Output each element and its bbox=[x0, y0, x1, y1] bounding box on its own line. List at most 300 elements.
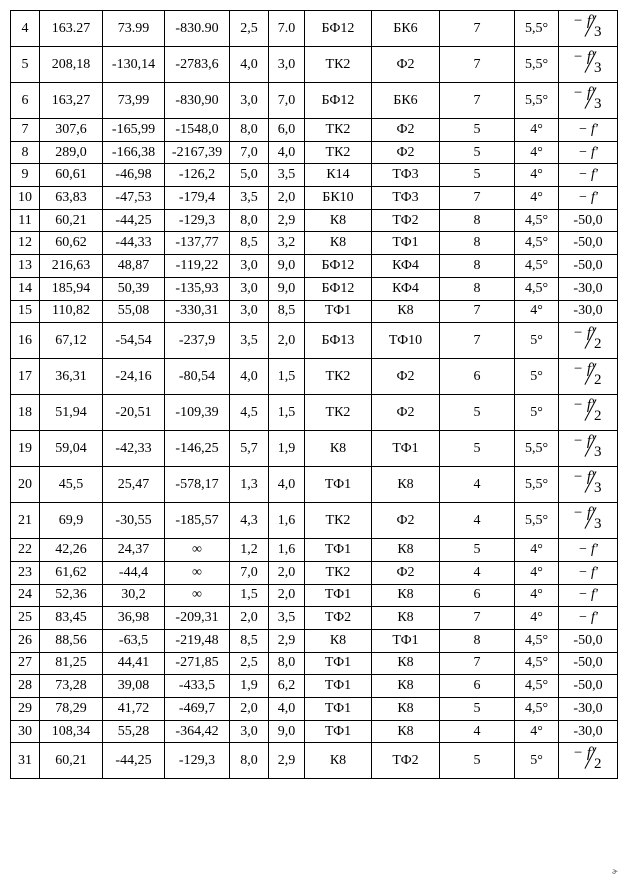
cell-n bbox=[11, 209, 40, 232]
cell-angle bbox=[515, 503, 559, 539]
cell-text: 6,0 bbox=[277, 121, 296, 137]
cell-glass1 bbox=[305, 209, 372, 232]
cell-text: 1,6 bbox=[277, 542, 296, 558]
cell-r1 bbox=[40, 431, 103, 467]
table-row bbox=[11, 467, 618, 503]
cell-text: 6 bbox=[21, 92, 29, 108]
cell-text: 20 bbox=[18, 476, 32, 492]
cell-d2 bbox=[269, 395, 305, 431]
cell-glass1 bbox=[305, 675, 372, 698]
table-row bbox=[11, 300, 618, 323]
cell-glass1 bbox=[305, 300, 372, 323]
cell-d2 bbox=[269, 232, 305, 255]
cell-text: 3,0 bbox=[240, 257, 258, 273]
cell-d2 bbox=[269, 607, 305, 630]
cell-text: ТК2 bbox=[325, 121, 351, 137]
cell-d1 bbox=[230, 232, 269, 255]
cell-text: 81,25 bbox=[55, 655, 87, 671]
cell-glass2 bbox=[372, 720, 440, 743]
cell-glass1 bbox=[305, 467, 372, 503]
table-row bbox=[11, 503, 618, 539]
cell-d2 bbox=[269, 359, 305, 395]
cell-f bbox=[559, 629, 618, 652]
cell-text: 8 bbox=[473, 212, 481, 228]
table-row bbox=[11, 119, 618, 142]
cell-text: -30,0 bbox=[573, 723, 603, 739]
cell-angle bbox=[515, 629, 559, 652]
cell-text: БФ12 bbox=[321, 92, 355, 108]
cell-text: 1,9 bbox=[240, 678, 258, 694]
cell-text: К8 bbox=[397, 700, 414, 716]
cell-text: -146,25 bbox=[175, 440, 219, 456]
cell-text: -24,16 bbox=[115, 368, 152, 384]
cell-angle bbox=[515, 539, 559, 562]
cell-text: 8 bbox=[473, 235, 481, 251]
cell-r3 bbox=[165, 359, 230, 395]
fraction-numerator: − f' bbox=[573, 13, 595, 29]
cell-r2 bbox=[103, 359, 165, 395]
cell-text: -50,0 bbox=[573, 655, 603, 671]
fraction-denominator: 2 bbox=[594, 336, 602, 353]
cell-text: 289,0 bbox=[55, 144, 87, 160]
cell-text: -129,3 bbox=[178, 212, 216, 228]
cell-glass1 bbox=[305, 720, 372, 743]
cell-r3 bbox=[165, 698, 230, 721]
cell-text: 16 bbox=[18, 332, 32, 348]
cell-text: 36,98 bbox=[117, 610, 150, 626]
cell-text: БФ12 bbox=[321, 257, 355, 273]
cell-text: 2,9 bbox=[277, 752, 296, 768]
cell-glass1 bbox=[305, 743, 372, 779]
cell-d1 bbox=[230, 652, 269, 675]
cell-glass2 bbox=[372, 11, 440, 47]
cell-grade bbox=[440, 698, 515, 721]
cell-n bbox=[11, 652, 40, 675]
cell-f bbox=[559, 698, 618, 721]
cell-text: 60,21 bbox=[55, 212, 87, 228]
cell-n bbox=[11, 164, 40, 187]
cell-text: -50,0 bbox=[573, 632, 603, 648]
cell-text: К8 bbox=[329, 752, 347, 768]
cell-r2 bbox=[103, 720, 165, 743]
cell-r1 bbox=[40, 164, 103, 187]
cell-text: -209,31 bbox=[175, 610, 219, 626]
cell-n bbox=[11, 675, 40, 698]
fraction-denominator: 3 bbox=[594, 480, 602, 497]
cell-glass2 bbox=[372, 698, 440, 721]
cell-grade bbox=[440, 83, 515, 119]
cell-text: − f' bbox=[578, 587, 598, 603]
cell-text: 41,72 bbox=[117, 700, 150, 716]
cell-text: 4,5° bbox=[524, 280, 549, 296]
cell-text: ТФ1 bbox=[324, 723, 352, 739]
cell-text: 4,0 bbox=[240, 368, 258, 384]
cell-r2 bbox=[103, 431, 165, 467]
cell-text: 8 bbox=[21, 144, 29, 160]
cell-text: К8 bbox=[397, 610, 414, 626]
cell-r3 bbox=[165, 743, 230, 779]
cell-text: -135,93 bbox=[175, 280, 219, 296]
cell-angle bbox=[515, 652, 559, 675]
cell-d2 bbox=[269, 187, 305, 210]
cell-r2 bbox=[103, 119, 165, 142]
cell-text: БФ12 bbox=[321, 280, 355, 296]
cell-r2 bbox=[103, 561, 165, 584]
cell-angle bbox=[515, 83, 559, 119]
table-row bbox=[11, 561, 618, 584]
cell-f bbox=[559, 584, 618, 607]
cell-angle bbox=[515, 255, 559, 278]
cell-d1 bbox=[230, 584, 269, 607]
cell-f bbox=[559, 119, 618, 142]
fraction-denominator: 3 bbox=[594, 516, 602, 533]
cell-text: 5,5° bbox=[524, 440, 549, 456]
cell-text: 2,5 bbox=[240, 20, 258, 36]
cell-d2 bbox=[269, 720, 305, 743]
cell-text: 60,61 bbox=[55, 167, 87, 183]
cell-text: 5° bbox=[530, 332, 543, 348]
cell-text: 42,26 bbox=[55, 542, 87, 558]
fraction bbox=[571, 467, 605, 497]
cell-r3 bbox=[165, 503, 230, 539]
cell-r3 bbox=[165, 584, 230, 607]
cell-glass1 bbox=[305, 607, 372, 630]
cell-n bbox=[11, 503, 40, 539]
cell-text: -50,0 bbox=[573, 257, 603, 273]
cell-glass1 bbox=[305, 255, 372, 278]
cell-grade bbox=[440, 467, 515, 503]
cell-text: 1,5 bbox=[277, 368, 296, 384]
cell-text: -237,9 bbox=[178, 332, 216, 348]
fraction bbox=[571, 323, 605, 353]
cell-r2 bbox=[103, 743, 165, 779]
table-row bbox=[11, 141, 618, 164]
table-row bbox=[11, 187, 618, 210]
cell-d1 bbox=[230, 561, 269, 584]
cell-f bbox=[559, 277, 618, 300]
cell-text: 4,0 bbox=[277, 144, 296, 160]
cell-text: -271,85 bbox=[175, 655, 219, 671]
cell-glass1 bbox=[305, 629, 372, 652]
cell-text: -830,90 bbox=[175, 92, 219, 108]
cell-glass2 bbox=[372, 539, 440, 562]
cell-text: ТК2 bbox=[325, 564, 351, 580]
cell-r3 bbox=[165, 539, 230, 562]
cell-grade bbox=[440, 232, 515, 255]
cell-text: 67,12 bbox=[55, 332, 87, 348]
fraction-numerator: − f' bbox=[573, 745, 595, 762]
cell-text: 8,0 bbox=[277, 655, 296, 671]
cell-text: 3,5 bbox=[240, 189, 258, 205]
cell-text: 2,0 bbox=[277, 564, 296, 580]
cell-angle bbox=[515, 698, 559, 721]
cell-f bbox=[559, 47, 618, 83]
cell-angle bbox=[515, 561, 559, 584]
cell-text: К8 bbox=[397, 655, 414, 671]
cell-f bbox=[559, 141, 618, 164]
cell-angle bbox=[515, 431, 559, 467]
cell-text: -46,98 bbox=[115, 167, 152, 183]
cell-text: ТФ1 bbox=[392, 632, 419, 648]
cell-text: 7 bbox=[473, 20, 481, 36]
cell-glass2 bbox=[372, 395, 440, 431]
cell-f bbox=[559, 359, 618, 395]
cell-n bbox=[11, 11, 40, 47]
cell-r3 bbox=[165, 11, 230, 47]
cell-text: 5,5° bbox=[524, 92, 549, 108]
fraction bbox=[571, 431, 605, 461]
fraction-numerator: − f' bbox=[573, 397, 595, 414]
cell-text: 83,45 bbox=[55, 610, 87, 626]
cell-glass2 bbox=[372, 323, 440, 359]
cell-glass1 bbox=[305, 277, 372, 300]
cell-text: -30,0 bbox=[573, 280, 603, 296]
cell-text: Ф2 bbox=[396, 404, 415, 420]
cell-glass2 bbox=[372, 561, 440, 584]
cell-text: К8 bbox=[329, 440, 347, 456]
cell-text: 51,94 bbox=[55, 404, 87, 420]
cell-d2 bbox=[269, 652, 305, 675]
cell-grade bbox=[440, 720, 515, 743]
cell-r1 bbox=[40, 743, 103, 779]
cell-r2 bbox=[103, 164, 165, 187]
cell-f bbox=[559, 503, 618, 539]
fraction-numerator: − f' bbox=[573, 505, 595, 522]
table-row bbox=[11, 209, 618, 232]
fraction bbox=[571, 11, 605, 41]
cell-r3 bbox=[165, 277, 230, 300]
cell-n bbox=[11, 277, 40, 300]
cell-n bbox=[11, 743, 40, 779]
cell-d2 bbox=[269, 431, 305, 467]
cell-text: 6 bbox=[473, 678, 481, 694]
cell-text: -109,39 bbox=[175, 404, 219, 420]
cell-d2 bbox=[269, 164, 305, 187]
cell-text: 48,87 bbox=[117, 257, 150, 273]
cell-text: -42,33 bbox=[115, 440, 152, 456]
cell-text: 4° bbox=[530, 144, 543, 160]
cell-n bbox=[11, 359, 40, 395]
cell-text: 4 bbox=[473, 476, 481, 492]
fraction-numerator: − f' bbox=[573, 469, 595, 486]
cell-f bbox=[559, 300, 618, 323]
cell-text: БК6 bbox=[393, 20, 418, 36]
cell-text: 163.27 bbox=[51, 20, 91, 36]
cell-text: 2,9 bbox=[277, 632, 296, 648]
cell-d2 bbox=[269, 141, 305, 164]
cell-r2 bbox=[103, 209, 165, 232]
cell-text: 4,5° bbox=[524, 632, 549, 648]
cell-r1 bbox=[40, 395, 103, 431]
cell-text: ТФ1 bbox=[324, 700, 352, 716]
cell-text: 3,0 bbox=[240, 92, 258, 108]
cell-glass1 bbox=[305, 584, 372, 607]
cell-text: 4,0 bbox=[240, 56, 258, 72]
cell-text: Ф2 bbox=[396, 56, 415, 72]
cell-text: 4° bbox=[530, 587, 543, 603]
cell-glass1 bbox=[305, 395, 372, 431]
table-row bbox=[11, 720, 618, 743]
cell-text: К8 bbox=[329, 632, 347, 648]
cell-text: 7 bbox=[473, 56, 481, 72]
fraction-numerator: − f' bbox=[573, 325, 595, 342]
cell-text: 4,5° bbox=[524, 700, 549, 716]
cell-text: ∞ bbox=[192, 587, 202, 603]
cell-r1 bbox=[40, 83, 103, 119]
cell-r1 bbox=[40, 359, 103, 395]
cell-grade bbox=[440, 539, 515, 562]
cell-text: 8,5 bbox=[240, 632, 258, 648]
cell-angle bbox=[515, 675, 559, 698]
cell-text: 5 bbox=[473, 752, 481, 768]
cell-text: К8 bbox=[397, 303, 414, 319]
cell-text: 1,9 bbox=[277, 440, 296, 456]
cell-text: -44,33 bbox=[115, 235, 152, 251]
cell-text: -433,5 bbox=[178, 678, 216, 694]
cell-f bbox=[559, 395, 618, 431]
cell-d1 bbox=[230, 431, 269, 467]
cell-d1 bbox=[230, 141, 269, 164]
cell-r2 bbox=[103, 467, 165, 503]
cell-text: 7 bbox=[473, 189, 481, 205]
cell-angle bbox=[515, 232, 559, 255]
cell-text: 4,5° bbox=[524, 212, 549, 228]
cell-text: КФ4 bbox=[392, 257, 419, 273]
table-row bbox=[11, 539, 618, 562]
cell-r1 bbox=[40, 503, 103, 539]
cell-text: -165,99 bbox=[111, 121, 156, 137]
cell-text: 7,0 bbox=[277, 92, 296, 108]
cell-text: 5 bbox=[473, 700, 481, 716]
cell-text: ТФ2 bbox=[392, 212, 419, 228]
cell-text: 4,5° bbox=[524, 235, 549, 251]
cell-r2 bbox=[103, 187, 165, 210]
cell-text: БФ12 bbox=[321, 20, 355, 36]
cell-text: Ф2 bbox=[396, 368, 415, 384]
cell-text: -219,48 bbox=[175, 632, 219, 648]
cell-text: -30,55 bbox=[115, 512, 152, 528]
cell-n bbox=[11, 83, 40, 119]
cell-text: ТК2 bbox=[325, 368, 351, 384]
cell-text: 2,9 bbox=[277, 212, 296, 228]
cell-text: -166,38 bbox=[111, 144, 156, 160]
table-body bbox=[11, 11, 618, 779]
cell-text: ТК2 bbox=[325, 144, 351, 160]
cell-text: 88,56 bbox=[55, 632, 87, 648]
table-row bbox=[11, 629, 618, 652]
cell-text: 5 bbox=[473, 542, 481, 558]
cell-glass1 bbox=[305, 83, 372, 119]
cell-text: 14 bbox=[18, 280, 32, 296]
cell-text: 30 bbox=[18, 723, 32, 739]
cell-text: К8 bbox=[397, 587, 414, 603]
cell-text: 6 bbox=[473, 587, 481, 603]
cell-glass1 bbox=[305, 164, 372, 187]
cell-n bbox=[11, 255, 40, 278]
cell-r1 bbox=[40, 629, 103, 652]
cell-d1 bbox=[230, 698, 269, 721]
cell-d1 bbox=[230, 47, 269, 83]
cell-grade bbox=[440, 359, 515, 395]
fraction-numerator: − f' bbox=[573, 85, 595, 101]
fraction-numerator: − f' bbox=[573, 49, 595, 65]
cell-text: -126,2 bbox=[178, 167, 216, 183]
cell-text: 73.99 bbox=[117, 20, 150, 36]
cell-r1 bbox=[40, 141, 103, 164]
cell-text: 7 bbox=[473, 332, 481, 348]
cell-text: 78,29 bbox=[55, 700, 87, 716]
cell-text: 7 bbox=[473, 610, 481, 626]
cell-r1 bbox=[40, 323, 103, 359]
cell-f bbox=[559, 720, 618, 743]
cell-r2 bbox=[103, 255, 165, 278]
cell-text: 12 bbox=[18, 235, 32, 251]
cell-text: -130,14 bbox=[111, 56, 156, 72]
cell-glass1 bbox=[305, 431, 372, 467]
cell-glass1 bbox=[305, 232, 372, 255]
cell-text: ТК2 bbox=[325, 512, 351, 528]
cell-r1 bbox=[40, 232, 103, 255]
cell-text: 27 bbox=[18, 655, 32, 671]
cell-r2 bbox=[103, 277, 165, 300]
cell-d2 bbox=[269, 503, 305, 539]
fraction-denominator: 3 bbox=[594, 96, 602, 112]
cell-f bbox=[559, 652, 618, 675]
table-row bbox=[11, 47, 618, 83]
cell-text: 8 bbox=[473, 280, 481, 296]
cell-angle bbox=[515, 720, 559, 743]
cell-text: 18 bbox=[18, 404, 32, 420]
cell-angle bbox=[515, 11, 559, 47]
cell-r1 bbox=[40, 539, 103, 562]
cell-text: 7 bbox=[473, 303, 481, 319]
cell-text: ТФ1 bbox=[392, 235, 419, 251]
cell-n bbox=[11, 584, 40, 607]
cell-text: 8,5 bbox=[240, 235, 258, 251]
cell-text: 5 bbox=[473, 144, 481, 160]
cell-d2 bbox=[269, 629, 305, 652]
cell-text: 7 bbox=[473, 655, 481, 671]
fraction-denominator: 2 bbox=[594, 408, 602, 425]
cell-angle bbox=[515, 209, 559, 232]
cell-text: 4° bbox=[530, 542, 543, 558]
cell-r2 bbox=[103, 11, 165, 47]
cell-text: К8 bbox=[397, 678, 414, 694]
cell-n bbox=[11, 720, 40, 743]
cell-r3 bbox=[165, 675, 230, 698]
cell-text: 4° bbox=[530, 189, 543, 205]
cell-glass2 bbox=[372, 652, 440, 675]
cell-r2 bbox=[103, 300, 165, 323]
cell-glass1 bbox=[305, 652, 372, 675]
cell-r1 bbox=[40, 607, 103, 630]
cell-grade bbox=[440, 431, 515, 467]
cell-d2 bbox=[269, 467, 305, 503]
cell-r2 bbox=[103, 652, 165, 675]
cell-r3 bbox=[165, 187, 230, 210]
cell-r2 bbox=[103, 539, 165, 562]
cell-text: 307,6 bbox=[55, 121, 87, 137]
cell-r1 bbox=[40, 561, 103, 584]
cell-text: ТФ2 bbox=[324, 610, 352, 626]
cell-glass1 bbox=[305, 359, 372, 395]
cell-text: 8,0 bbox=[240, 121, 258, 137]
fraction bbox=[571, 359, 605, 389]
cell-text: Ф2 bbox=[396, 121, 415, 137]
cell-d1 bbox=[230, 11, 269, 47]
cell-text: -30,0 bbox=[573, 700, 603, 716]
cell-text: 55,28 bbox=[117, 723, 150, 739]
